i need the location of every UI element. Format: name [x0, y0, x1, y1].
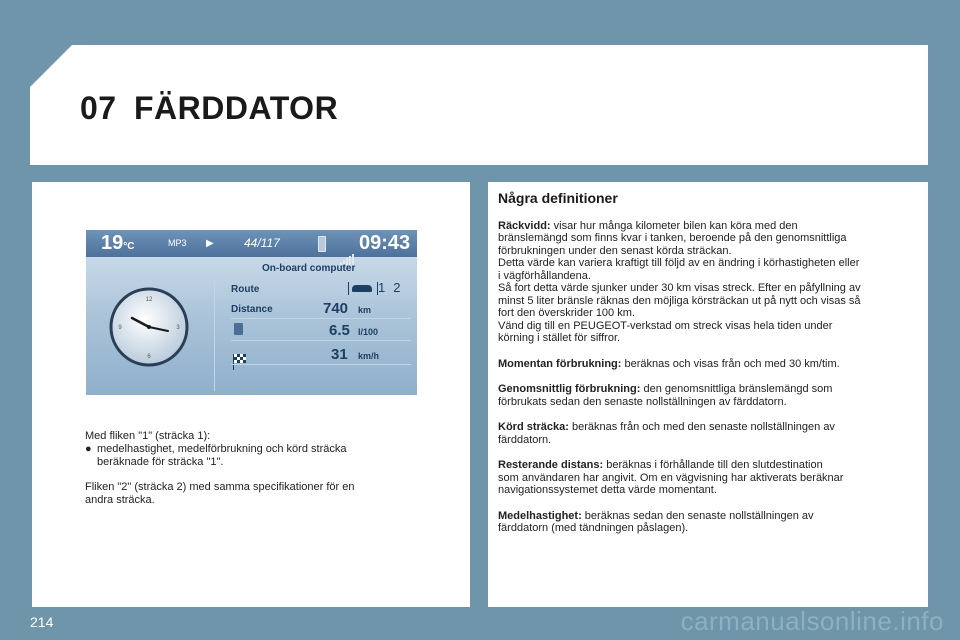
remaining-distance-term: Resterande distans: — [498, 459, 604, 471]
signal-icon — [340, 238, 355, 265]
definition-distance-travelled: Körd sträcka: beräknas från och med den senaste nollställningen av färddatorn. — [498, 421, 835, 446]
display-status-bar — [86, 230, 417, 257]
tab1-bullet-line1: medelhastighet, medelförbrukning och körd sträcka — [97, 443, 347, 455]
track-counter: 44/117 — [244, 236, 280, 250]
source-label: MP3 — [168, 238, 187, 248]
tab1-bullet-line2: beräknade för sträcka "1". — [97, 456, 224, 468]
trip-tab-1: 1 — [378, 280, 386, 295]
car-icon — [352, 285, 372, 292]
distance-unit: km — [358, 305, 372, 315]
trip-tabs — [378, 280, 408, 295]
right-panel — [488, 182, 928, 607]
checkered-flag-icon — [234, 354, 246, 363]
definition-current-consumption: Momentan förbrukning: beräknas och visas från och med 30 km/tim. — [498, 357, 840, 370]
speed-value: 31 — [331, 346, 348, 363]
clock-number-12: 12 — [145, 297, 153, 303]
fuel-pump-icon — [234, 323, 243, 335]
clock-number-3: 3 — [176, 325, 180, 331]
tab2-line2: andra sträcka. — [85, 494, 155, 506]
display-divider — [214, 279, 215, 391]
definition-average-speed: Medelhastighet: beräknas sedan den senaste nollställningen av färddatorn (med tändningen påslagen). — [498, 509, 814, 534]
display-screen — [86, 230, 417, 395]
distance-value: 740 — [323, 300, 349, 317]
tab1-intro: Med fliken "1" (sträcka 1): — [85, 430, 211, 442]
chapter-number: 07 — [80, 90, 117, 126]
analog-clock — [108, 286, 190, 368]
definition-average-consumption: Genomsnittlig förbrukning: den genomsnittliga bränslemängd som förbrukats sedan den senaste nollställningen av färddatorn. — [498, 383, 833, 408]
consumption-unit: l/100 — [358, 327, 379, 337]
definition-range: Räckvidd: visar hur många kilometer bilen kan köra med den bränslemängd som finns kvar i tanken, beroende på den genomsnittliga förbrukningen under den senast körda sträckan. Detta värde kan variera kraftigt till följd av en ändring i körhastigheten eller i vägförhållandena. Så fort detta värde sjunker under 30 km visas streck. Efter en påfyllning av minst 5 liter bränsle räknas den möjliga körsträckan ut på nytt och visas så fort den överskrider 100 km. Vänd dig till en PEUGEOT-verkstad om streck visas hela tiden under körning i stället för siffror. — [498, 219, 861, 344]
distance-label: Distance — [231, 304, 273, 315]
current-consumption-term: Momentan förbrukning: — [498, 357, 622, 370]
speed-unit: km/h — [358, 351, 380, 361]
temperature-unit: °C — [123, 241, 135, 252]
tab1-bullet — [85, 443, 415, 469]
tab-description — [85, 430, 415, 507]
average-consumption-term: Genomsnittlig förbrukning: — [498, 383, 641, 395]
route-label: Route — [231, 284, 260, 295]
consumption-underline — [231, 340, 411, 341]
temperature-readout — [101, 230, 134, 260]
bullet-icon: ● — [85, 443, 92, 455]
phone-icon — [318, 236, 326, 252]
left-panel — [32, 182, 470, 607]
clock-number-6: 6 — [147, 354, 151, 360]
definition-remaining-distance: Resterande distans: beräknas i förhållande till den slutdestination som användaren har angivit. Om en vägvisning har aktiverats beräknar navigationssystemet detta värde momentant. — [498, 459, 844, 496]
page-number: 214 — [30, 614, 54, 630]
tab2-line1: Fliken "2" (sträcka 2) med samma specifikationer för en — [85, 481, 355, 493]
range-term: Räckvidd: — [498, 219, 551, 232]
clock-time: 09:43 — [359, 232, 411, 254]
temperature-value: 19 — [101, 232, 124, 254]
display-title: On-board computer — [262, 263, 356, 274]
average-speed-term: Medelhastighet: — [498, 509, 582, 522]
speed-underline — [231, 364, 411, 365]
trip-tab-2: 2 — [393, 280, 401, 295]
definitions-section — [498, 192, 918, 548]
definitions-title: Några definitioner — [498, 190, 618, 206]
consumption-value: 6.5 — [329, 322, 350, 339]
play-icon: ▶ — [206, 238, 214, 249]
watermark: carmanualsonline.info — [680, 606, 944, 636]
distance-travelled-term: Körd sträcka: — [498, 421, 569, 433]
clock-number-9: 9 — [118, 325, 122, 331]
distance-underline — [231, 318, 411, 319]
chapter-name: FÄRDDATOR — [133, 90, 339, 126]
chapter-title — [80, 90, 338, 127]
